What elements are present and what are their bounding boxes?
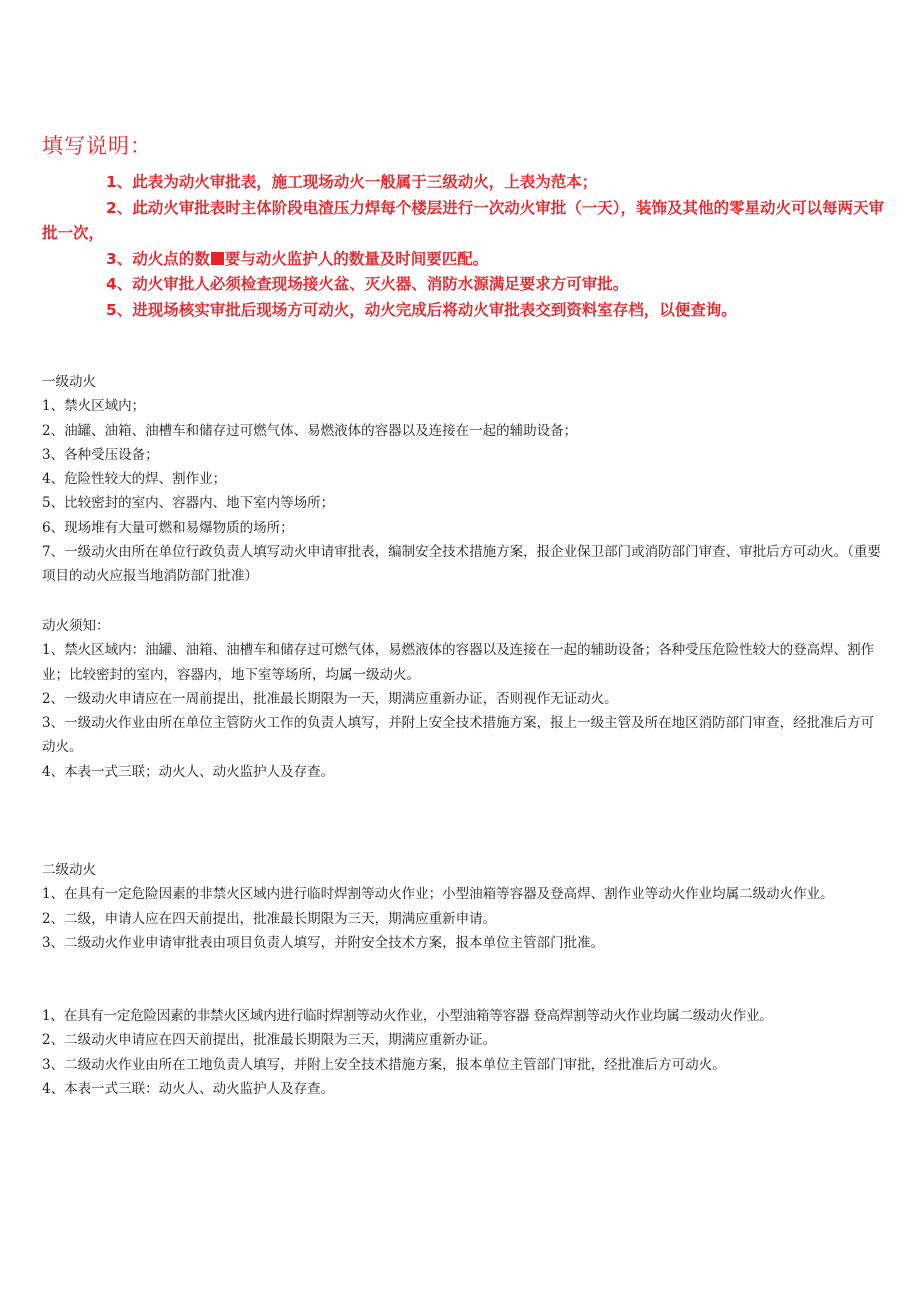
redacted-square-icon	[211, 252, 224, 265]
section-line: 1、禁火区域内；	[42, 398, 146, 415]
section-line: 6、现场堆有大量可燃和易爆物质的场所；	[42, 519, 294, 536]
instruction-item: 2、此动火审批表时主体阶段电渣压力焊每个楼层进行一次动火审批（一天），装饰及其他的零星动火可以每两天审批一次，	[42, 198, 885, 242]
section-line: 4、本表一式三联；动火人、动火监护人及存查。	[42, 763, 335, 780]
section-line: 4、本表一式三联：动火人、动火监护人及存查。	[42, 1080, 335, 1097]
section-line: 1、禁火区域内：油罐、油箱、油槽车和储存过可燃气体，易燃液体的容器以及连接在一起的辅助设备；各种受压危险性较大的登高焊、割作业；比较密封的室内，容器内，地下室等场所，均属一级动火。	[42, 642, 875, 683]
section-line: 2、二级，申请人应在四天前提出，批准最长期限为三天，期满应重新申请。	[42, 910, 497, 927]
section-line: 3、一级动火作业由所在单位主管防火工作的负责人填写，并附上安全技术措施方案，报上一级主管及所在地区消防部门审查，经批准后方可动火。	[42, 715, 875, 756]
section-title: 二级动火	[42, 862, 96, 878]
section-line: 3、二级动火作业由所在工地负责人填写，并附上安全技术措施方案，报本单位主管部门审批，经批准后方可动火。	[42, 1056, 726, 1073]
section-line: 2、油罐、油箱、油槽车和储存过可燃气体、易燃液体的容器以及连接在一起的辅助设备；	[42, 422, 578, 439]
section-line: 2、一级动火申请应在一周前提出，批准最长期限为一天，期满应重新办证，否则视作无证动火。	[42, 690, 618, 707]
instruction-text: 要与动火监护人的数量及时间要匹配。	[224, 249, 489, 268]
instruction-item: 5、进现场核实审批后现场方可动火，动火完成后将动火审批表交到资料室存档，以便查询。	[106, 300, 737, 319]
section-line: 3、各种受压设备；	[42, 446, 159, 463]
section-line: 4、危险性较大的焊、割作业；	[42, 471, 227, 488]
level1-section	[42, 370, 882, 589]
instructions-heading: 填写说明：	[42, 134, 152, 158]
instruction-item: 4、动火审批人必须检查现场接火盆、灭火器、消防水源满足要求方可审批。	[106, 275, 629, 293]
level2-section	[42, 858, 882, 955]
notice-section	[42, 614, 882, 784]
section-title: 动火须知：	[42, 618, 110, 634]
section-line: 2、二级动火申请应在四天前提出，批准最长期限为三天，期满应重新办证。	[42, 1032, 497, 1049]
section-line: 7、一级动火由所在单位行政负责人填写动火申请审批表，编制安全技术措施方案，报企业保卫部门或消防部门审查、审批后方可动火。（重要项目的动火应报当地消防部门批准）	[42, 544, 881, 585]
level2-detail-section	[42, 1004, 882, 1101]
section-line: 5、比较密封的室内、容器内、地下室内等场所；	[42, 495, 335, 512]
section-line: 3、二级动火作业申请审批表由项目负责人填写，并附安全技术方案，报本单位主管部门批准。	[42, 934, 605, 951]
instructions-list	[42, 170, 892, 323]
section-line: 1、在具有一定危险因素的非禁火区域内进行临时焊割等动火作业；小型油箱等容器及登高焊、割作业等动火作业均属二级动火作业。	[42, 886, 834, 903]
instruction-item: 1、此表为动火审批表，施工现场动火一般属于三级动火，上表为范本；	[106, 173, 598, 191]
instruction-text: 3、动火点的数	[106, 249, 210, 268]
instruction-item	[42, 247, 892, 273]
section-title: 一级动火	[42, 374, 96, 390]
section-line: 1、在具有一定危险因素的非禁火区域内进行临时焊割等动火作业，小型油箱等容器 登高焊割等动火作业均属二级动火作业。	[42, 1008, 773, 1024]
